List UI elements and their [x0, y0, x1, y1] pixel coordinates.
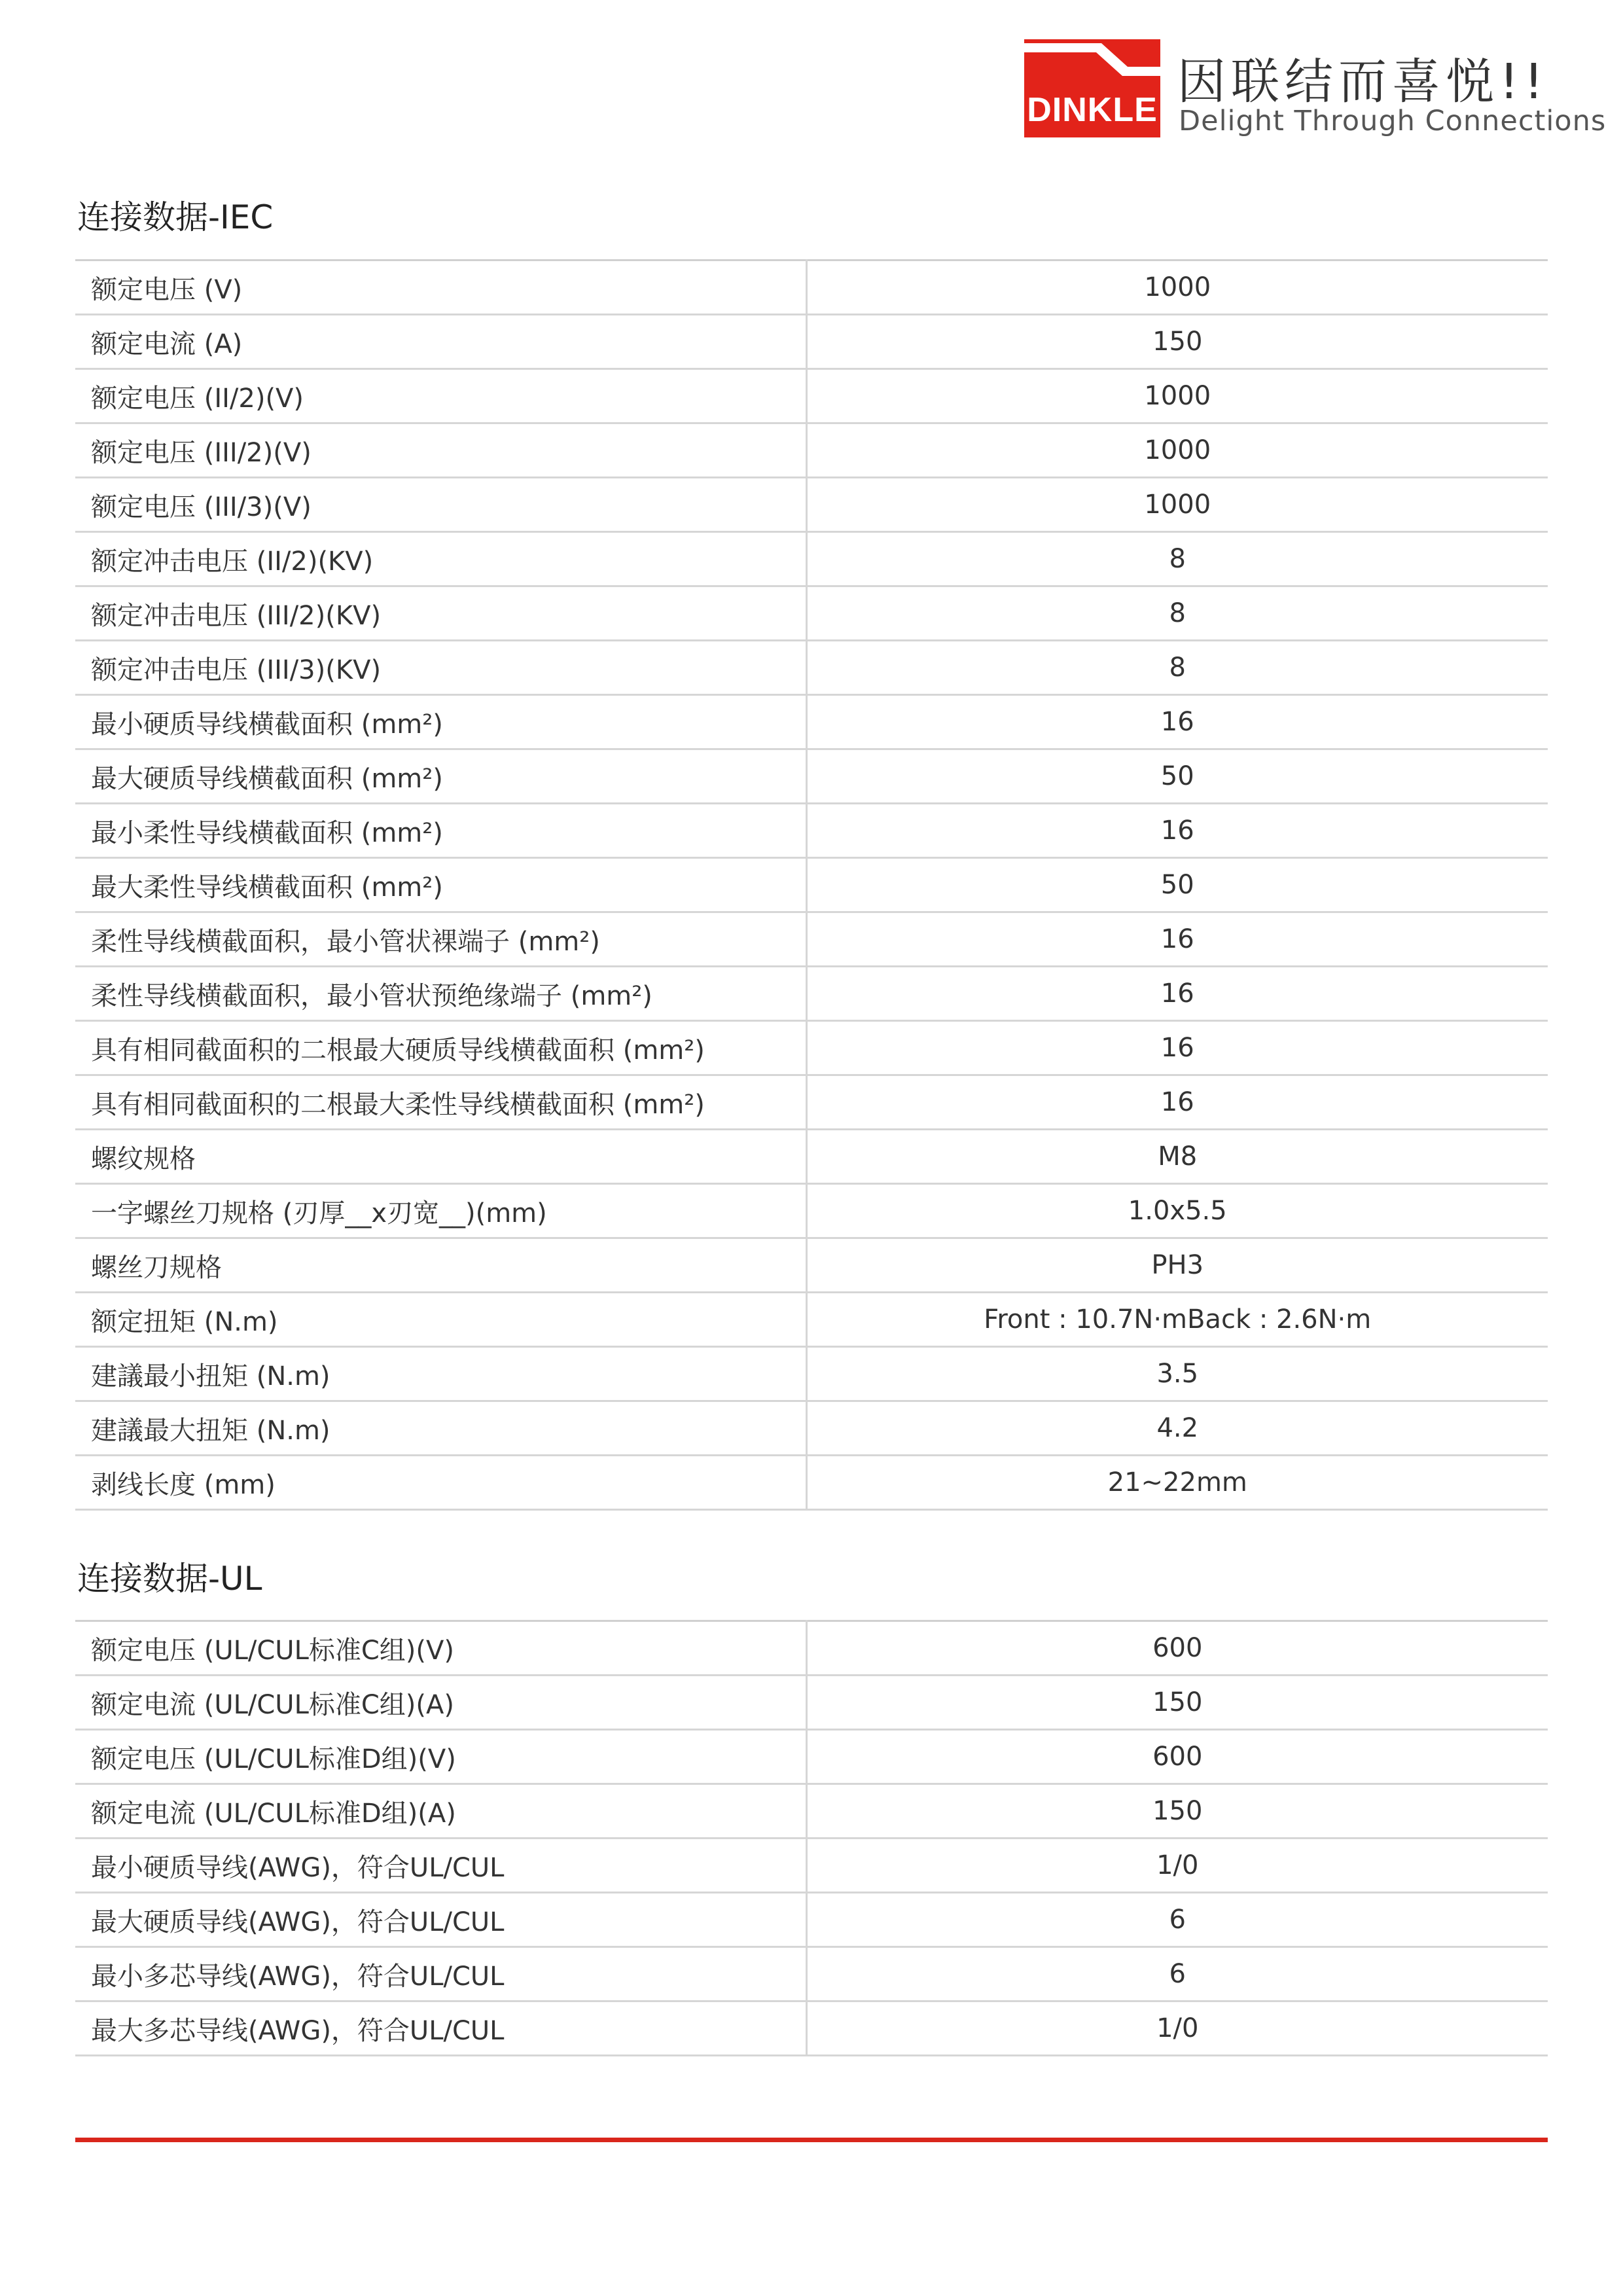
- table-row: [75, 1893, 1548, 1947]
- table-row: [75, 1130, 1548, 1184]
- brand-header: [1024, 39, 1607, 144]
- spec-label: 柔性导线横截面积，最小管状裸端子 (mm²): [75, 912, 806, 967]
- spec-value: 4.2: [806, 1401, 1548, 1456]
- spec-label: 额定冲击电压 (II/2)(KV): [75, 532, 806, 586]
- footer-divider: [75, 2138, 1548, 2142]
- spec-value: 6: [806, 1893, 1548, 1947]
- spec-label: 额定电流 (A): [75, 315, 806, 369]
- spec-value: 6: [806, 1947, 1548, 2001]
- spec-value: 50: [806, 858, 1548, 912]
- table-row: [75, 586, 1548, 641]
- spec-label: 建議最小扭矩 (N.m): [75, 1347, 806, 1401]
- spec-label: 剥线长度 (mm): [75, 1456, 806, 1510]
- spec-value: Front : 10.7N·mBack : 2.6N·m: [806, 1293, 1548, 1347]
- spec-value: 8: [806, 641, 1548, 695]
- spec-value: 1.0x5.5: [806, 1184, 1548, 1238]
- iec-section-title: 连接数据-IEC: [77, 198, 274, 236]
- spec-label: 最小硬质导线(AWG)，符合UL/CUL: [75, 1839, 806, 1893]
- spec-label: 螺纹规格: [75, 1130, 806, 1184]
- table-row: [75, 532, 1548, 586]
- spec-value: 16: [806, 967, 1548, 1021]
- iec-spec-table: [75, 259, 1548, 1511]
- spec-label: 最大柔性导线横截面积 (mm²): [75, 858, 806, 912]
- spec-value: 1000: [806, 369, 1548, 423]
- spec-value: 1/0: [806, 2001, 1548, 2056]
- spec-label: 具有相同截面积的二根最大硬质导线横截面积 (mm²): [75, 1021, 806, 1075]
- table-row: [75, 1347, 1548, 1401]
- spec-value: PH3: [806, 1238, 1548, 1293]
- table-row: [75, 967, 1548, 1021]
- spec-label: 额定扭矩 (N.m): [75, 1293, 806, 1347]
- table-row: [75, 423, 1548, 478]
- spec-value: 150: [806, 315, 1548, 369]
- table-row: [75, 260, 1548, 315]
- spec-label: 额定电流 (UL/CUL标准D组)(A): [75, 1784, 806, 1839]
- table-row: [75, 804, 1548, 858]
- table-row: [75, 1676, 1548, 1730]
- spec-label: 建議最大扭矩 (N.m): [75, 1401, 806, 1456]
- spec-value: 150: [806, 1784, 1548, 1839]
- table-row: [75, 1075, 1548, 1130]
- spec-value: 16: [806, 804, 1548, 858]
- ul-section-title: 连接数据-UL: [77, 1560, 262, 1598]
- spec-value: 600: [806, 1730, 1548, 1784]
- logo-stripe-icon: [1024, 39, 1160, 84]
- slogan-chinese: 因联结而喜悦!!: [1177, 54, 1549, 110]
- table-row: [75, 1184, 1548, 1238]
- spec-label: 具有相同截面积的二根最大柔性导线横截面积 (mm²): [75, 1075, 806, 1130]
- spec-label: 一字螺丝刀规格 (刃厚__x刃宽__)(mm): [75, 1184, 806, 1238]
- spec-value: 21~22mm: [806, 1456, 1548, 1510]
- table-row: [75, 1293, 1548, 1347]
- table-row: [75, 1021, 1548, 1075]
- spec-label: 额定电压 (III/2)(V): [75, 423, 806, 478]
- table-row: [75, 695, 1548, 749]
- spec-value: 16: [806, 912, 1548, 967]
- spec-label: 额定冲击电压 (III/3)(KV): [75, 641, 806, 695]
- table-row: [75, 1621, 1548, 1676]
- table-row: [75, 749, 1548, 804]
- spec-value: M8: [806, 1130, 1548, 1184]
- spec-value: 8: [806, 586, 1548, 641]
- table-row: [75, 858, 1548, 912]
- spec-label: 额定电压 (III/3)(V): [75, 478, 806, 532]
- table-row: [75, 1456, 1548, 1510]
- spec-label: 额定电压 (UL/CUL标准C组)(V): [75, 1621, 806, 1676]
- spec-label: 最小多芯导线(AWG)，符合UL/CUL: [75, 1947, 806, 2001]
- table-row: [75, 912, 1548, 967]
- spec-label: 额定电流 (UL/CUL标准C组)(A): [75, 1676, 806, 1730]
- spec-label: 最小硬质导线横截面积 (mm²): [75, 695, 806, 749]
- spec-value: 3.5: [806, 1347, 1548, 1401]
- table-row: [75, 1401, 1548, 1456]
- table-row: [75, 478, 1548, 532]
- spec-value: 50: [806, 749, 1548, 804]
- table-row: [75, 1947, 1548, 2001]
- spec-label: 最小柔性导线横截面积 (mm²): [75, 804, 806, 858]
- spec-value: 1000: [806, 260, 1548, 315]
- table-row: [75, 1730, 1548, 1784]
- dinkle-logo: [1024, 39, 1160, 137]
- spec-value: 1000: [806, 423, 1548, 478]
- spec-value: 150: [806, 1676, 1548, 1730]
- spec-label: 额定电压 (II/2)(V): [75, 369, 806, 423]
- table-row: [75, 315, 1548, 369]
- spec-value: 16: [806, 695, 1548, 749]
- spec-label: 螺丝刀规格: [75, 1238, 806, 1293]
- spec-label: 额定电压 (V): [75, 260, 806, 315]
- spec-value: 1000: [806, 478, 1548, 532]
- spec-value: 600: [806, 1621, 1548, 1676]
- spec-label: 额定电压 (UL/CUL标准D组)(V): [75, 1730, 806, 1784]
- table-row: [75, 641, 1548, 695]
- spec-value: 8: [806, 532, 1548, 586]
- spec-value: 16: [806, 1075, 1548, 1130]
- spec-label: 柔性导线横截面积，最小管状预绝缘端子 (mm²): [75, 967, 806, 1021]
- spec-value: 16: [806, 1021, 1548, 1075]
- logo-text: DINKLE: [1027, 91, 1158, 129]
- table-row: [75, 1784, 1548, 1839]
- spec-label: 最大多芯导线(AWG)，符合UL/CUL: [75, 2001, 806, 2056]
- table-row: [75, 1238, 1548, 1293]
- ul-spec-table: [75, 1620, 1548, 2056]
- spec-label: 额定冲击电压 (III/2)(KV): [75, 586, 806, 641]
- spec-value: 1/0: [806, 1839, 1548, 1893]
- table-row: [75, 369, 1548, 423]
- table-row: [75, 1839, 1548, 1893]
- slogan-english: Delight Through Connections: [1179, 105, 1607, 137]
- table-row: [75, 2001, 1548, 2056]
- spec-label: 最大硬质导线(AWG)，符合UL/CUL: [75, 1893, 806, 1947]
- spec-label: 最大硬质导线横截面积 (mm²): [75, 749, 806, 804]
